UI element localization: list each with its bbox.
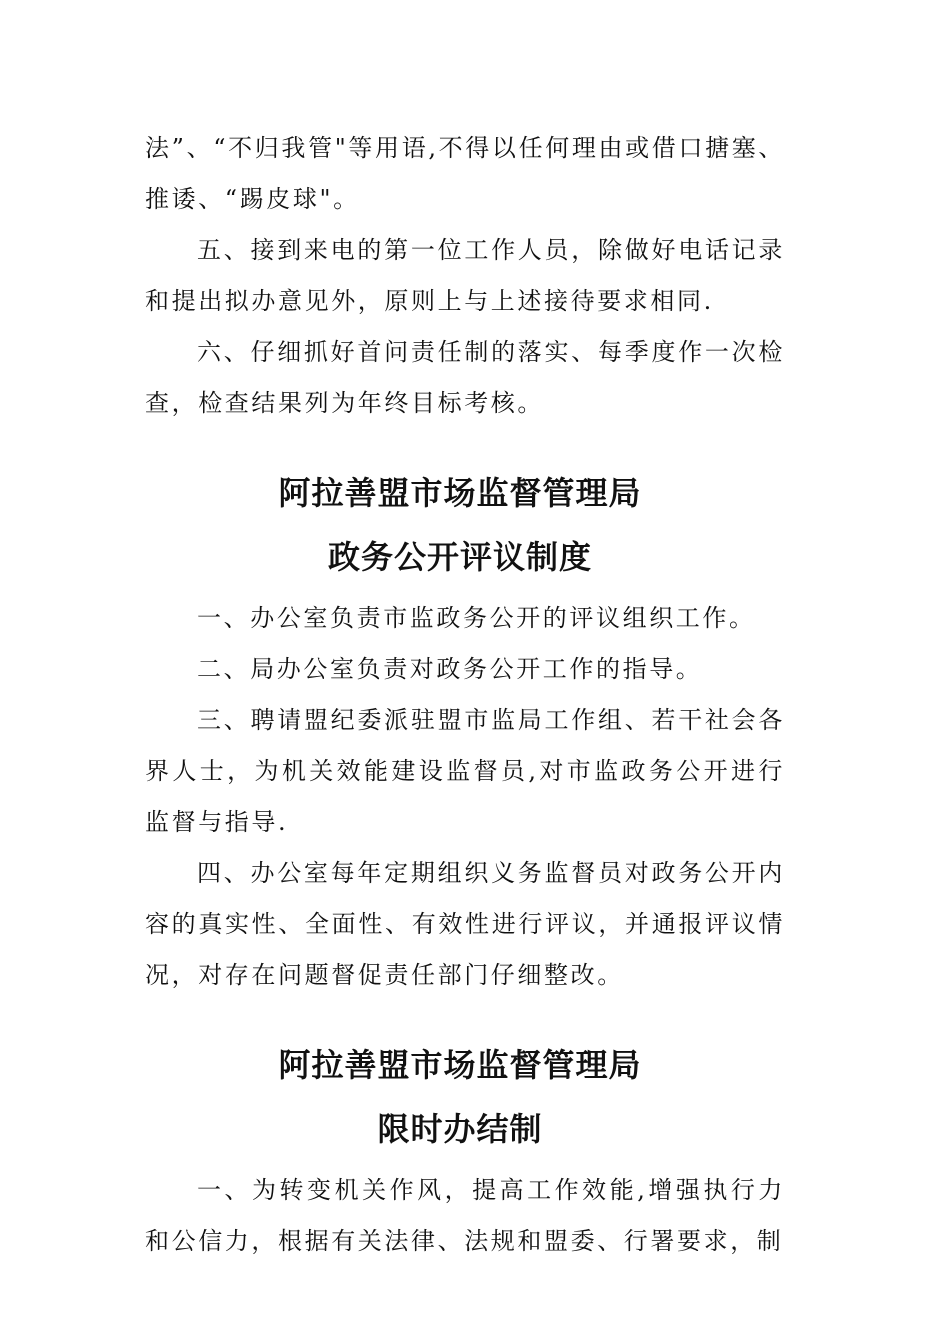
paragraph-five: 五、接到来电的第一位工作人员，除做好电话记录和提出拟办意见外，原则上与上述接待要求相同.: [145, 236, 785, 315]
org-title-deadline: 阿拉善盟市场监督管理局: [278, 1046, 642, 1084]
section-title-review: 政务公开评议制度: [327, 538, 592, 576]
review-item-three: 三、聘请盟纪委派驻盟市监局工作组、若干社会各界人士，为机关效能建设监督员,对市监政务公开进行监督与指导.: [145, 706, 785, 836]
review-item-one: 一、办公室负责市监政务公开的评议组织工作。: [197, 604, 756, 632]
org-title-review: 阿拉善盟市场监督管理局: [278, 474, 642, 512]
section-title-deadline: 限时办结制: [377, 1110, 543, 1148]
document-page: [145, 123, 785, 1267]
review-item-four: 四、办公室每年定期组织义务监督员对政务公开内容的真实性、全面性、有效性进行评议，并通报评议情况，对存在问题督促责任部门仔细整改。: [145, 859, 785, 989]
deadline-item-one: 一、为转变机关作风，提高工作效能,增强执行力和公信力，根据有关法律、法规和盟委、行署要求，制: [145, 1176, 785, 1255]
continued-paragraph: 法”、“不归我管"等用语,不得以任何理由或借口搪塞、推诿、“踢皮球"。: [145, 134, 785, 213]
paragraph-six: 六、仔细抓好首问责任制的落实、每季度作一次检查，检查结果列为年终目标考核。: [145, 338, 785, 417]
review-item-two: 二、局办公室负责对政务公开工作的指导。: [197, 655, 703, 683]
